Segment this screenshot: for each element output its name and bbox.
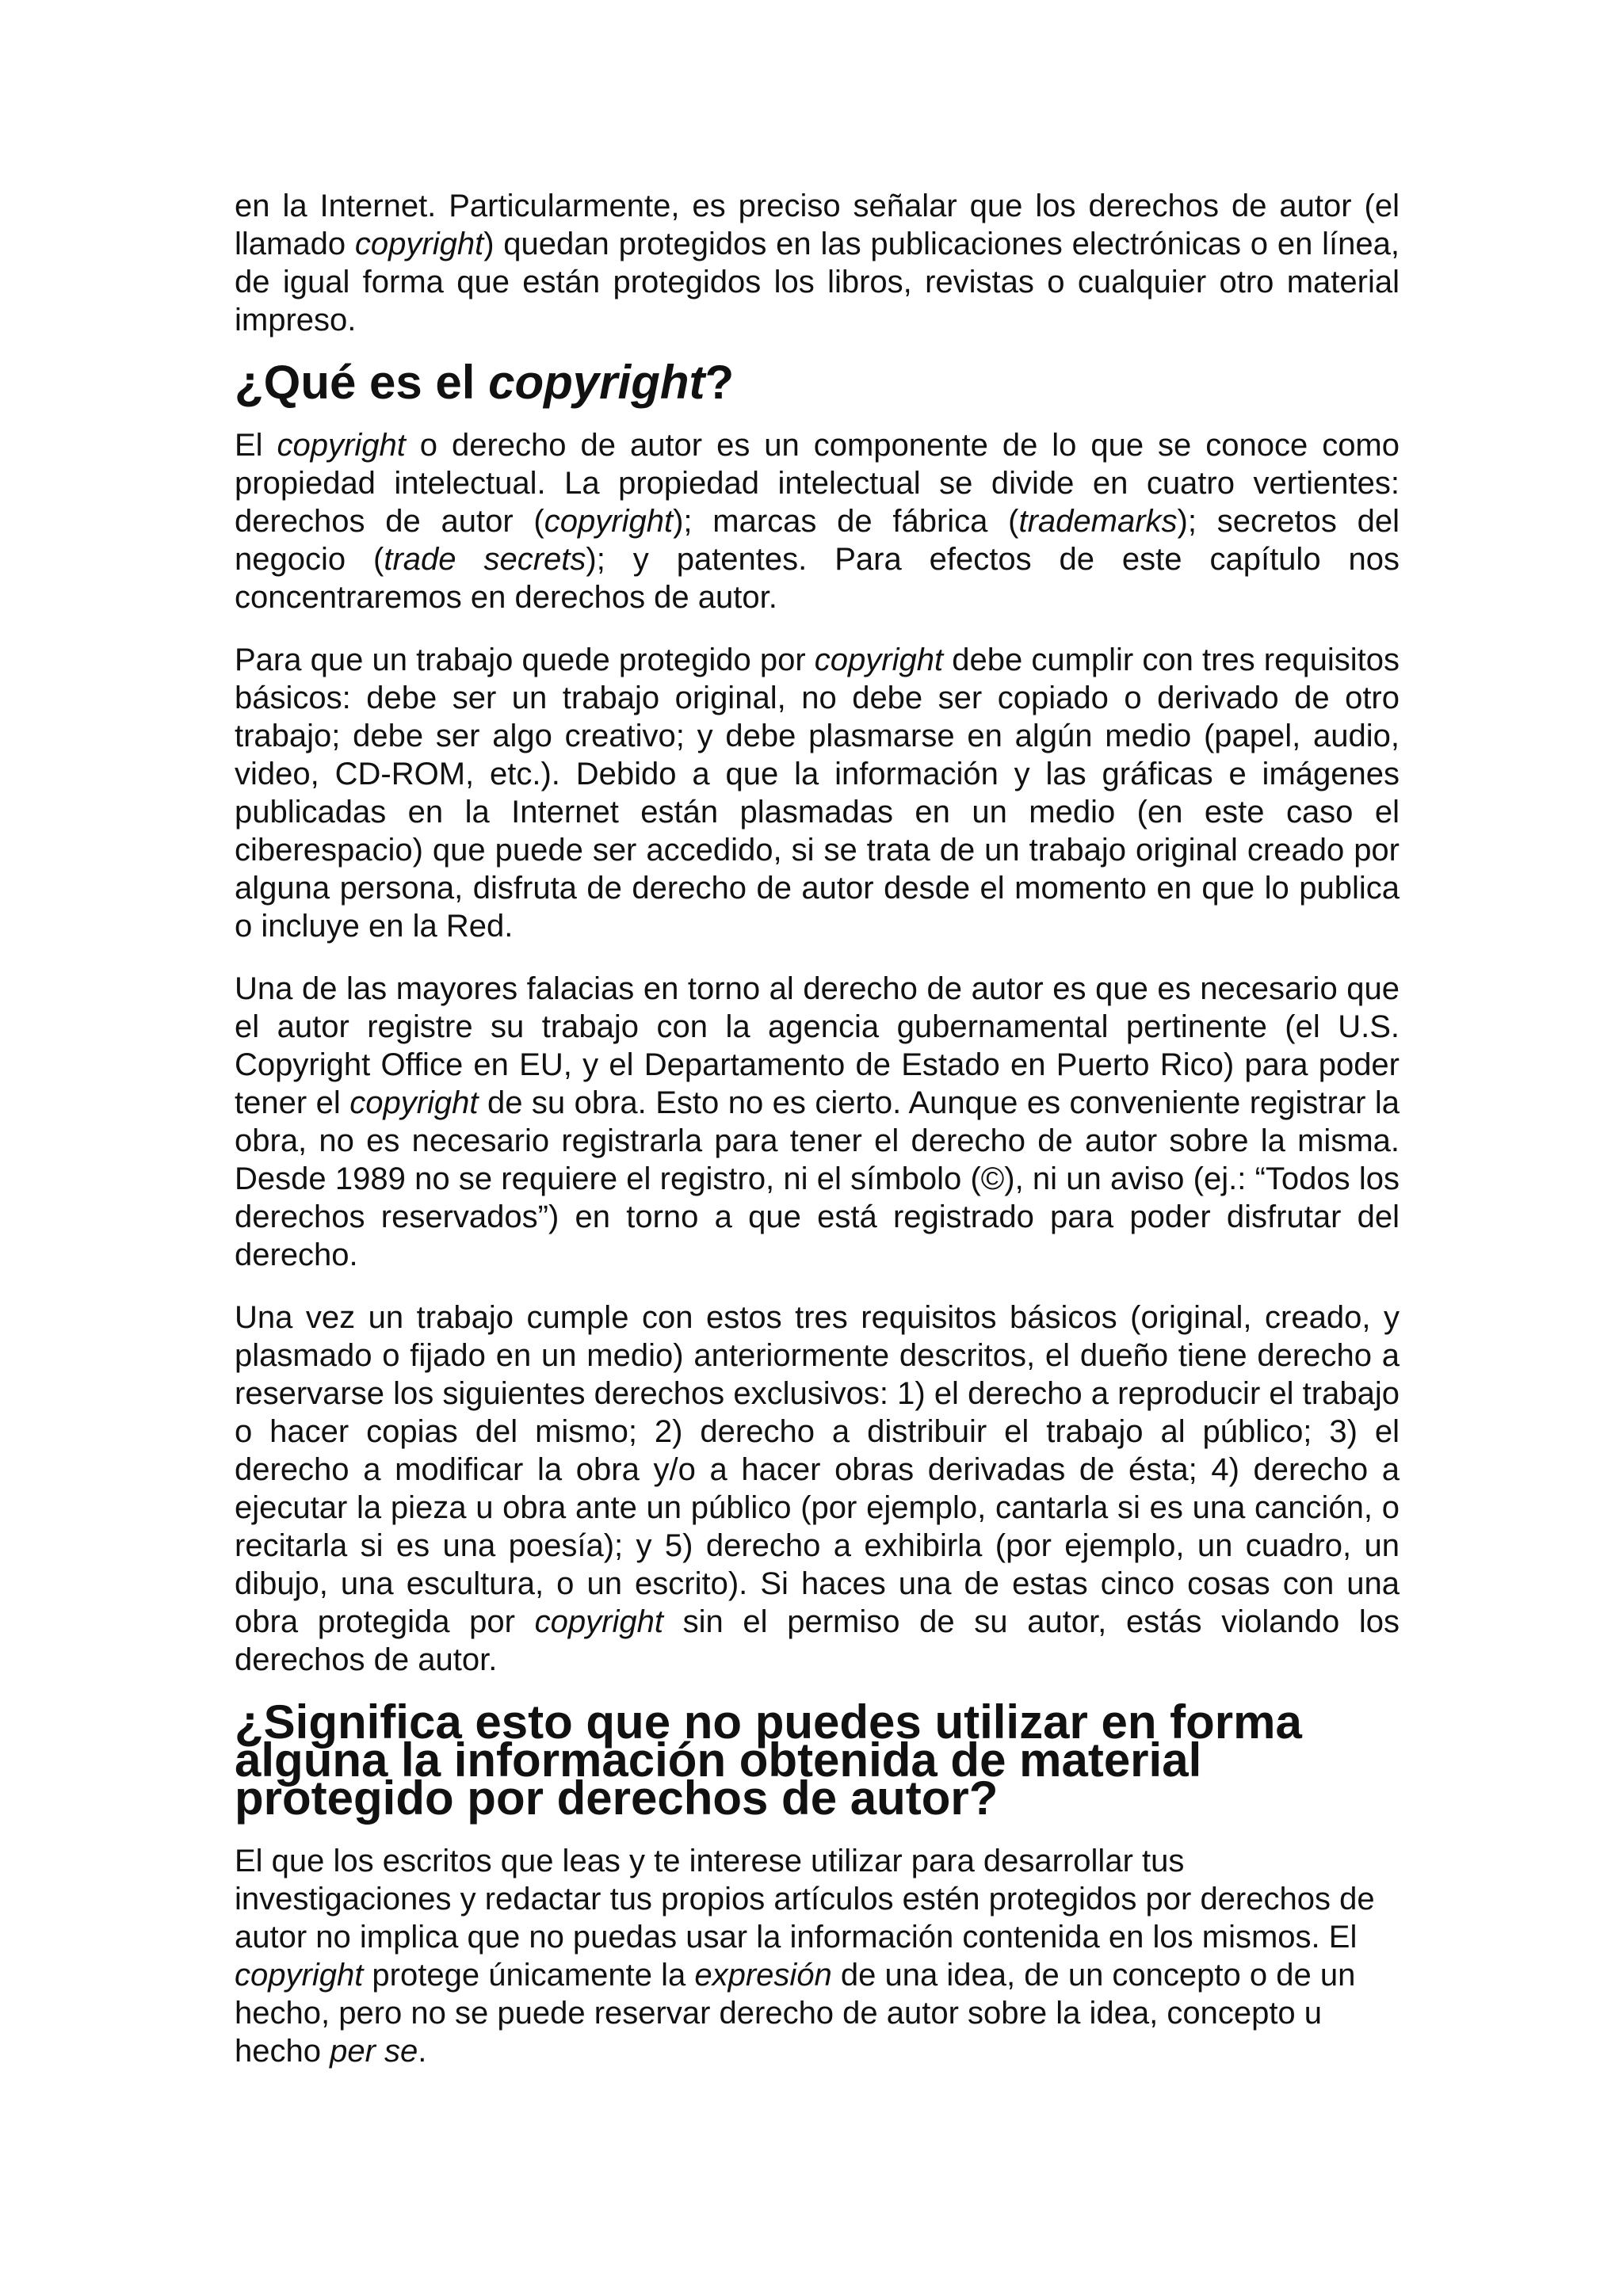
paragraph-derechos-exclusivos: Una vez un trabajo cumple con estos tres requisitos básicos (original, creado, y plasmado o fijado en un medio) anteriormente descritos, el dueño tiene derecho a reservarse los siguientes derechos exclusivos: 1) el derecho a reproducir el trabajo o hacer copias del mismo; 2) derecho a distribuir el trabajo al público; 3) el derecho a modificar la obra y/o a hacer obras derivadas de ésta; 4) derecho a ejecutar la pieza u obra ante un público (por ejemplo, cantarla si es una canción, o recitarla si es una poesía); y 5) derecho a exhibirla (por ejemplo, un cuadro, un dibujo, una escultura, o un escrito). Si haces una de estas cinco cosas con una obra protegida por copyright sin el permiso de su autor, estás violando los derechos de autor. bbox=[235, 1300, 1400, 1677]
paragraph-uso-informacion: El que los escritos que leas y te interese utilizar para desarrollar tus investigaciones y redactar tus propios artículos estén protegidos por derechos de autor no implica que no puedas usar la información contenida en los mismos. El copyright protege únicamente la expresión de una idea, de un concepto o de un hecho, pero no se puede reservar derecho de autor sobre la idea, concepto u hecho per se. bbox=[235, 1844, 1375, 2069]
paragraph-requisitos: Para que un trabajo quede protegido por copyright debe cumplir con tres requisitos básicos: debe ser un trabajo original, no debe ser copiado o derivado de otro trabajo; debe ser algo creativo; y debe plasmarse en algún medio (papel, audio, video, CD-ROM, etc.). Debido a que la información y las gráficas e imágenes publicadas en la Internet están plasmadas en un medio (en este caso el ciberespacio) que puede ser accedido, si se trata de un trabajo original creado por alguna persona, disfruta de derecho de autor desde el momento en que lo publica o incluye en la Red. bbox=[235, 643, 1400, 944]
intro-paragraph: en la Internet. Particularmente, es preciso señalar que los derechos de autor (el llamado copyright) quedan protegidos en las publicaciones electrónicas o en línea, de igual forma que están protegidos los libros, revistas o cualquier otro material impreso. bbox=[235, 189, 1400, 338]
paragraph-falacias: Una de las mayores falacias en torno al derecho de autor es que es necesario que el autor registre su trabajo con la agencia gubernamental pertinente (el U.S. Copyright Office en EU, y el Departamento de Estado en Puerto Rico) para poder tener el copyright de su obra. Esto no es cierto. Aunque es conveniente registrar la obra, no es necesario registrarla para tener el derecho de autor sobre la misma. Desde 1989 no se requiere el registro, ni el símbolo (©), ni un aviso (ej.: “Todos los derechos reservados”) en torno a que está registrado para poder disfrutar del derecho. bbox=[235, 971, 1400, 1272]
paragraph-propiedad-intelectual: El copyright o derecho de autor es un componente de lo que se conoce como propiedad intelectual. La propiedad intelectual se divide en cuatro vertientes: derechos de autor (copyright); marcas de fábrica (trademarks); secretos del negocio (trade secrets); y patentes. Para efectos de este capítulo nos concentraremos en derechos de autor. bbox=[235, 428, 1400, 615]
heading-significa-esto: ¿Significa esto que no puedes utilizar en forma alguna la información obtenida de material protegido por derechos de autor? bbox=[235, 1695, 1302, 1825]
document-page bbox=[235, 187, 1400, 2095]
heading-que-es-copyright: ¿Qué es el copyright? bbox=[235, 356, 735, 409]
